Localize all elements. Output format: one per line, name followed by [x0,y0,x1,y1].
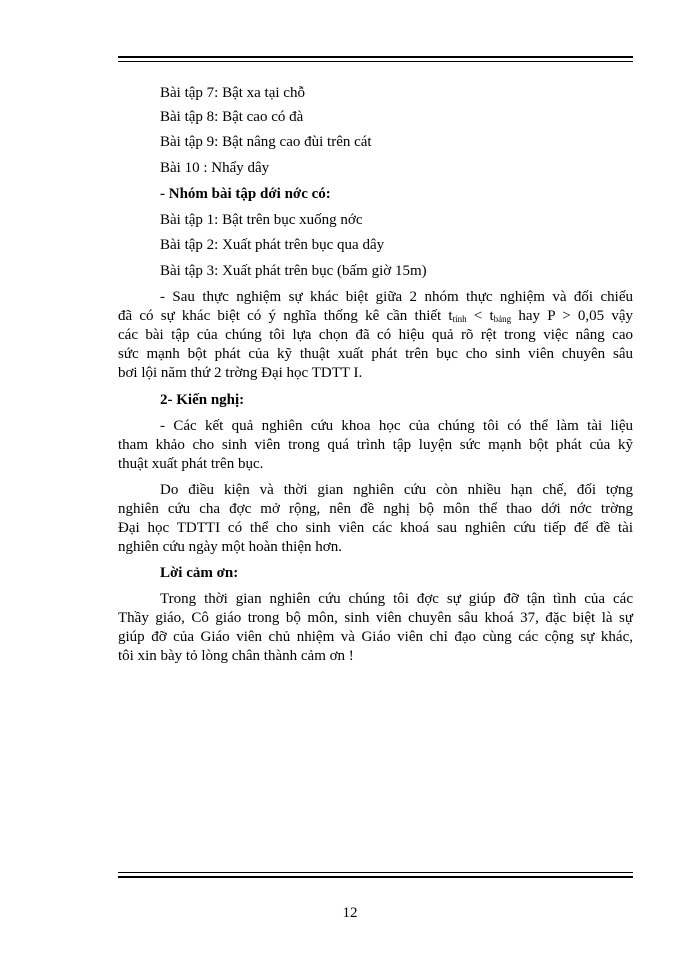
paragraph-line: Đại học TDTTI có thể cho sinh viên các khoá sau nghiên cứu tiếp để đề tài [118,520,633,536]
conclusion-line: bơi lội năm thứ 2 trờng Đại học TDTT I. [118,365,363,381]
paragraph-line: nghiên cứu cha đợc mở rộng, nên đề nghị bộ môn thể thao dới nớc trờng [118,501,633,517]
conclusion-line: các bài tập của chúng tôi lựa chọn đã có hiệu quả rõ rệt trong việc nâng cao [118,327,633,343]
conclusion-line: đã có sự khác biệt có ý nghĩa thống kê cần thiết $t_{tính} < t_{bảng}$ hay P > 0,05 vậy [118,308,633,324]
section-heading-thanks: Lời cảm ơn: [160,565,239,581]
subscript-tinh: tính [452,314,467,324]
list-item: Bài tập 7: Bật xa tại chỗ [160,85,305,101]
header-rule-thin [118,61,633,62]
group-heading: - Nhóm bài tập dới nớc có: [160,186,331,202]
section-heading-recommendations: 2- Kiến nghị: [160,392,245,408]
list-item: Bài tập 1: Bật trên bục xuống nớc [160,212,363,228]
page-number: 12 [342,905,358,921]
list-item: Bài tập 3: Xuất phát trên bục (bấm giờ 15m) [160,263,427,279]
conclusion-line: - Sau thực nghiệm sự khác biệt giữa 2 nhóm thực nghiệm và đối chiếu [160,289,633,305]
paragraph-line: tham khảo cho sinh viên trong quá trình tập luyện sức mạnh bột phát của kỹ [118,437,633,453]
list-item: Bài 10 : Nhẩy dây [160,160,270,176]
list-item: Bài tập 9: Bật nâng cao đùi trên cát [160,134,372,150]
paragraph-line: thuật xuất phát trên bục. [118,456,264,472]
subscript-bang: bảng [493,314,512,324]
paragraph-line: Thầy giáo, Cô giáo trong bộ môn, sinh viên chuyên sâu khoá 37, đặc biệt là sự [118,610,633,626]
list-item: Bài tập 2: Xuất phát trên bục qua dây [160,237,385,253]
paragraph-line: tôi xin bày tỏ lòng chân thành cảm ơn ! [118,648,354,664]
paragraph-line: nghiên cứu ngày một hoàn thiện hơn. [118,539,342,555]
paragraph-line: Trong thời gian nghiên cứu chúng tôi đợc sự giúp đỡ tận tình của các [160,591,633,607]
header-rule-thick [118,56,633,58]
paragraph-line: Do điều kiện và thời gian nghiên cứu còn nhiều hạn chế, đối tợng [160,482,633,498]
conclusion-line: sức mạnh bột phát của kỹ thuật xuất phát trên bục cho sinh viên chuyên sâu [118,346,633,362]
footer-rule-thick [118,876,633,878]
footer-rule-thin [118,872,633,873]
paragraph-line: giúp đỡ của Giáo viên chủ nhiệm và Giáo viên chỉ đạo cùng các cộng sự khác, [118,629,633,645]
paragraph-line: - Các kết quả nghiên cứu khoa học của chúng tôi có thể làm tài liệu [160,418,633,434]
list-item: Bài tập 8: Bật cao có đà [160,109,304,125]
